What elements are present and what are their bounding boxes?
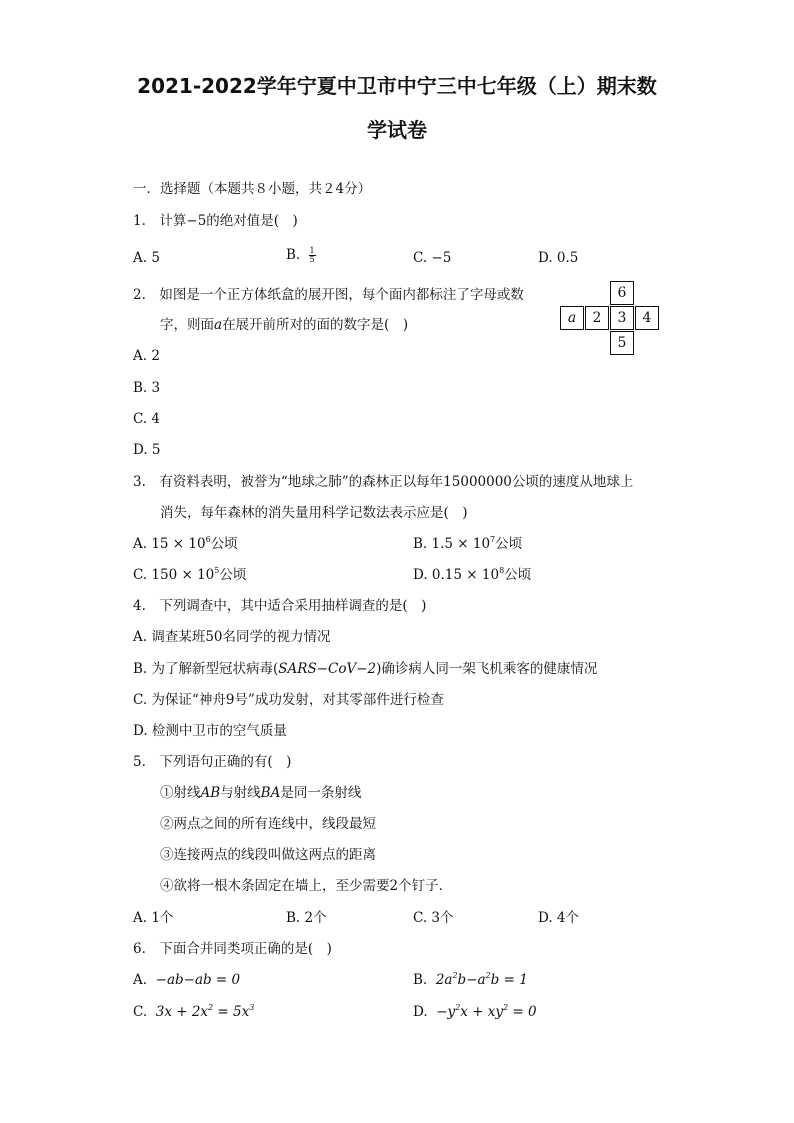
net-cell-2: 2 (585, 306, 609, 330)
q2-stem-line2-pre: 字，则面 (160, 317, 214, 333)
q6-option-b (413, 971, 528, 989)
q6-option-a (133, 971, 240, 989)
q6-d-term3: = 0 (508, 1004, 537, 1020)
q1-option-c: C. −5 (413, 250, 452, 266)
q2-option-a: A. 2 (133, 348, 160, 364)
q3-option-d-unit: 公顷 (504, 567, 532, 583)
net-cell-4: 4 (635, 306, 659, 330)
q6-option-b-label: B. (413, 972, 428, 988)
q3-option-d-base: D. 0.15 × 10 (413, 567, 500, 583)
q1-option-b-numerator: 1 (309, 246, 315, 255)
q6-d-exp2: 2 (503, 1003, 509, 1012)
q3-option-b-exponent: 7 (490, 535, 496, 544)
q4-option-d: D. 检测中卫市的空气质量 (133, 723, 287, 739)
q3-option-a (133, 535, 238, 553)
q6-b-term3: b = 1 (490, 972, 528, 988)
q4-option-a: A. 调查某班50名同学的视力情况 (133, 629, 331, 645)
q5-option-c: C. 3个 (413, 910, 454, 926)
q3-stem-line2: 消失，每年森林的消失量用科学记数法表示应是( ) (160, 505, 468, 521)
q3-option-a-base: A. 15 × 10 (133, 536, 206, 552)
q6-c-exp1: 2 (208, 1003, 214, 1012)
q3-option-a-unit: 公顷 (210, 536, 238, 552)
q1-option-b-fraction (309, 247, 316, 264)
q4-stem: 4. 下列调查中，其中适合采用抽样调查的是( ) (133, 598, 427, 614)
q4-option-b-pre: B. 为了解新型冠状病毒( (133, 661, 279, 677)
q6-c-exp2: 3 (249, 1003, 255, 1012)
q2-option-d: D. 5 (133, 442, 161, 458)
q3-option-c (133, 566, 246, 584)
q6-d-exp1: 2 (455, 1003, 461, 1012)
net-cell-top: 6 (610, 281, 634, 305)
q6-d-term2: x + xy (460, 1004, 504, 1020)
cube-net-figure (560, 281, 662, 356)
net-cell-a: a (560, 306, 584, 330)
q6-option-c-label: C. (133, 1004, 148, 1020)
q3-option-b-unit: 公顷 (495, 536, 523, 552)
q4-option-b-post: )确诊病人同一架飞机乘客的健康情况 (376, 661, 598, 677)
q5-option-a: A. 1个 (133, 910, 174, 926)
q6-b-exp1: 2 (452, 971, 458, 980)
q4-option-b-virus-name: SARS−CoV−2 (278, 661, 377, 677)
q5-s1-mid: 与射线 (220, 785, 261, 801)
net-cell-3: 3 (610, 306, 634, 330)
q5-s1-post: 是同一条射线 (280, 785, 362, 801)
document-title-line2: 学试卷 (367, 118, 427, 142)
q6-c-term1: 3x + 2x (155, 1004, 209, 1020)
q1-option-d: D. 0.5 (538, 250, 579, 266)
q3-option-c-exponent: 5 (214, 566, 220, 575)
q6-c-term2: = 5x (213, 1004, 250, 1020)
q5-s1-ray-ba: BA (260, 785, 281, 801)
q5-option-b: B. 2个 (286, 910, 327, 926)
q6-b-term1: 2a (435, 972, 453, 988)
q1-option-b-denominator: 5 (309, 255, 315, 264)
q6-d-term1: −y (436, 1004, 456, 1020)
net-cell-bottom: 5 (610, 331, 634, 355)
q5-option-d: D. 4个 (538, 910, 580, 926)
q1-option-b-label: B. (286, 247, 301, 263)
q6-option-a-expression: −ab−ab = 0 (155, 972, 241, 988)
q5-s1-ray-ab: AB (200, 785, 221, 801)
document-title-line1: 2021-2022学年宁夏中卫市中宁三中七年级（上）期末数 (137, 74, 657, 98)
q3-option-d (413, 566, 531, 584)
q2-stem-variable: a (214, 317, 223, 333)
q3-option-b (413, 535, 522, 553)
q6-b-term2: b−a (457, 972, 486, 988)
q2-option-b: B. 3 (133, 380, 161, 396)
q6-option-d (413, 1003, 537, 1021)
q6-option-d-label: D. (413, 1004, 428, 1020)
q4-option-c: C. 为保证“神舟9号”成功发射，对其零部件进行检查 (133, 692, 444, 708)
q5-statement-1 (160, 784, 361, 802)
q6-option-c (133, 1003, 254, 1021)
q2-stem-line2-post: 在展开前所对的面的数字是( ) (222, 317, 409, 333)
section-heading: 一．选择题（本题共８小题，共２4分） (133, 181, 372, 197)
q1-option-b (286, 246, 316, 264)
q3-option-d-exponent: 8 (499, 566, 505, 575)
q1-stem: 1. 计算−5的绝对值是( ) (133, 213, 298, 229)
q2-stem-line1: 2. 如图是一个正方体纸盒的展开图，每个面内都标注了字母或数 (133, 287, 524, 303)
q2-stem-line2 (160, 316, 408, 334)
q5-stem: 5. 下列语句正确的有( ) (133, 754, 292, 770)
q3-option-a-exponent: 6 (205, 535, 211, 544)
q3-option-b-base: B. 1.5 × 10 (413, 536, 491, 552)
q5-statement-3: ③连接两点的线段叫做这两点的距离 (160, 847, 376, 863)
q5-statement-4: ④欲将一根木条固定在墙上，至少需要2个钉子． (160, 878, 453, 894)
q3-option-c-base: C. 150 × 10 (133, 567, 215, 583)
q6-b-exp2: 2 (485, 971, 491, 980)
q4-option-b (133, 660, 597, 678)
q2-option-c: C. 4 (133, 411, 161, 427)
q3-option-c-unit: 公顷 (219, 567, 247, 583)
q5-s1-pre: ①射线 (160, 785, 201, 801)
q1-option-a: A. 5 (133, 250, 160, 266)
q3-stem-line1: 3. 有资料表明，被誉为“地球之肺”的森林正以每年15000000公顷的速度从地球上 (133, 474, 634, 490)
q6-stem: 6. 下面合并同类项正确的是( ) (133, 941, 332, 957)
q6-option-a-label: A. (133, 972, 148, 988)
q5-statement-2: ②两点之间的所有连线中，线段最短 (160, 816, 376, 832)
